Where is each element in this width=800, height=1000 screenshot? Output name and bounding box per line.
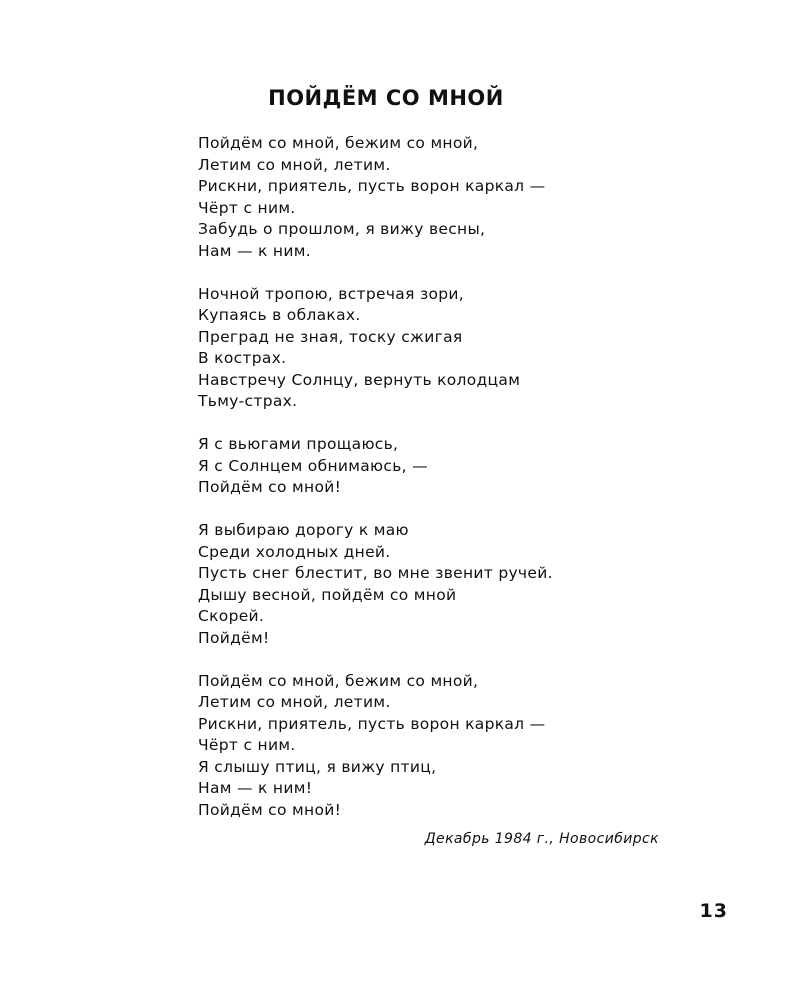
poem-line: Нам — к ним! xyxy=(198,779,313,797)
poem-line: В кострах. xyxy=(198,349,287,367)
poem-line: Я с Солнцем обнимаюсь, — xyxy=(198,456,428,475)
poem-line: Летим со мной, летим. xyxy=(198,693,391,711)
stanza-1 xyxy=(198,133,758,262)
poem-line: Чёрт с ним. xyxy=(198,736,296,754)
poem-line: Я с вьюгами прощаюсь, xyxy=(198,435,399,453)
poem-line: Преград не зная, тоску сжигая xyxy=(198,327,463,346)
stanza-4 xyxy=(198,520,758,649)
poem-line: Пойдём со мной! xyxy=(198,478,342,496)
poem-line: Скорей. xyxy=(198,607,265,625)
poem-line: Рискни, приятель, пусть ворон каркал — xyxy=(198,177,546,195)
poem-line: Чёрт с ним. xyxy=(198,198,296,217)
poem-line: Я слышу птиц, я вижу птиц, xyxy=(198,757,437,776)
poem-line: Летим со мной, летим. xyxy=(198,155,391,174)
poem-line: Пойдём со мной, бежим со мной, xyxy=(198,671,479,690)
poem-line: Пойдём со мной! xyxy=(198,800,342,819)
poem-title: ПОЙДЁМ СО МНОЙ xyxy=(268,86,504,110)
stanza-3 xyxy=(198,434,758,499)
date-place-signature: Декабрь 1984 г., Новосибирск xyxy=(424,831,659,847)
poem-body xyxy=(198,133,758,843)
poem-line: Дышу весной, пойдём со мной xyxy=(198,585,457,604)
poem-line: Купаясь в облаках. xyxy=(198,306,361,324)
poem-line: Рискни, приятель, пусть ворон каркал — xyxy=(198,714,546,733)
poem-line: Нам — к ним. xyxy=(198,241,311,260)
stanza-2 xyxy=(198,284,758,413)
poem-line: Среди холодных дней. xyxy=(198,542,391,561)
stanza-5 xyxy=(198,671,758,822)
poem-line: Тьму-страх. xyxy=(198,392,298,410)
page-number: 13 xyxy=(699,900,728,922)
poem-line: Навстречу Солнцу, вернуть колодцам xyxy=(198,370,521,389)
poem-line: Забудь о прошлом, я вижу весны, xyxy=(198,220,486,238)
poem-line: Ночной тропою, встречая зори, xyxy=(198,284,465,303)
poem-line: Пусть снег блестит, во мне звенит ручей. xyxy=(198,564,553,582)
poem-line: Я выбираю дорогу к маю xyxy=(198,521,409,539)
poem-line: Пойдём! xyxy=(198,628,270,647)
poem-line: Пойдём со мной, бежим со мной, xyxy=(198,134,479,152)
